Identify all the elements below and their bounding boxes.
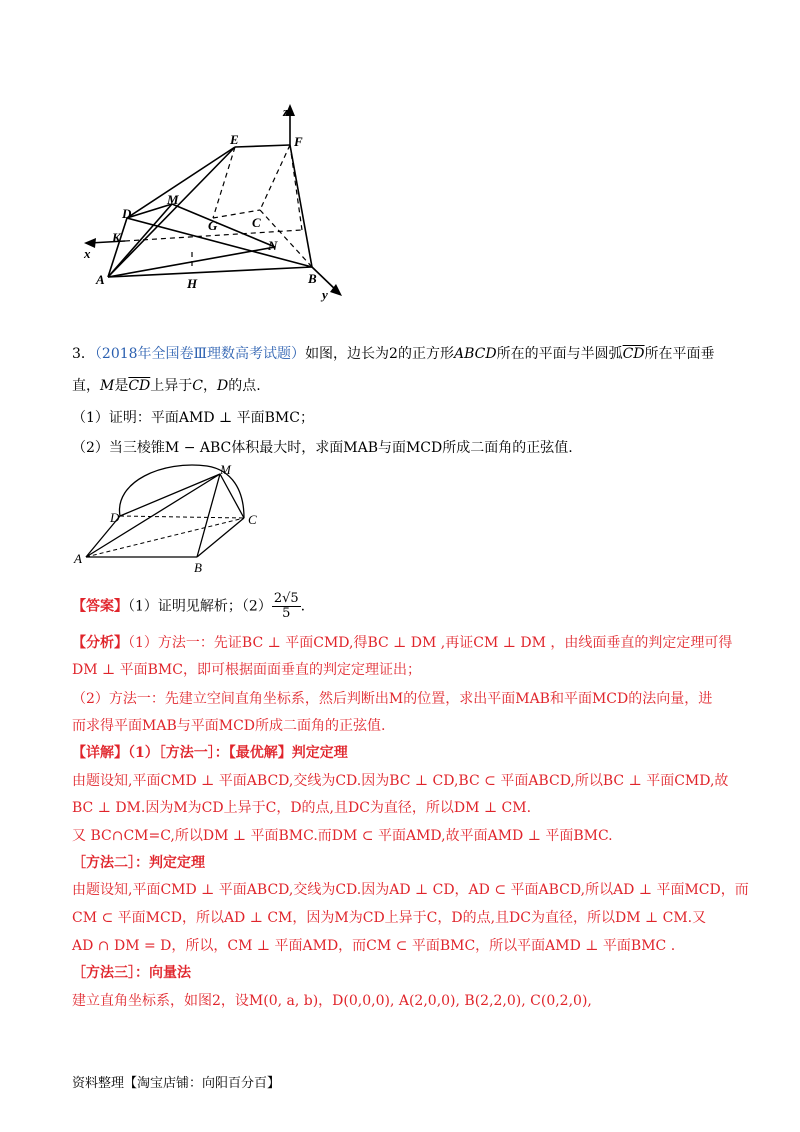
problem-source: （2018年全国卷Ⅲ理数高考试题） [94, 346, 306, 362]
problem-stem-text-g: 的点. [228, 378, 261, 394]
fig1-label-h: H [187, 276, 198, 291]
analysis-line3: （2）方法一：先建立空间直角坐标系，然后判断出M的位置，求出平面MAB和平面MCD的法向量，进 [72, 691, 713, 707]
question-1: （1）证明：平面AMD ⊥ 平面BMC； [72, 410, 314, 426]
answer-fraction [272, 592, 301, 621]
fig1-label-a: A [96, 272, 105, 287]
fig2-label-m: M [220, 462, 231, 477]
problem-stem-line1 [72, 344, 715, 364]
fig1-label-y: y [322, 287, 328, 302]
answer-text: （1）证明见解析；（2） [128, 598, 272, 615]
fig1-label-c: C [252, 215, 261, 230]
detail-tag: 【详解】 [72, 745, 128, 761]
method2-line2: CM ⊂ 平面MCD，所以AD ⊥ CM，因为M为CD上异于C，D的点,且DC为直径，所以DM ⊥ CM.又 [72, 910, 707, 926]
method2-line3: AD ∩ DM = D，所以，CM ⊥ 平面AMD，而CM ⊂ 平面BMC，所以平面AMD ⊥ 平面BMC . [72, 938, 676, 954]
answer-frac-den: 5 [282, 606, 291, 621]
method1-line2: BC ⊥ DM.因为M为CD上异于C，D的点,且DC为直径，所以DM ⊥ CM. [72, 800, 532, 816]
fig2-label-d: D [110, 510, 120, 525]
method3-line1: 建立直角坐标系，如图2，设M(0, a, b)，D(0,0,0), A(2,0,0), B(2,2,0), C(0,2,0), [72, 993, 592, 1009]
problem-stem-text-a: 如图，边长为2的正方形 [305, 346, 454, 362]
analysis-line1 [72, 633, 732, 653]
answer-end: . [300, 598, 306, 615]
analysis-line2: DM ⊥ 平面BMC，即可根据面面垂直的判定定理证出； [72, 662, 421, 678]
method1-line3: 又 BC∩CM=C,所以DM ⊥ 平面BMC.而DM ⊂ 平面AMD,故平面AMD ⊥ 平面BMC. [72, 828, 613, 844]
fig1-label-f: F [294, 134, 303, 149]
fig1-label-m: M [167, 192, 179, 207]
answer-line [72, 592, 305, 621]
fig1-label-k: K [112, 230, 121, 245]
fig1-label-b: B [308, 271, 317, 286]
problem-stem-abcd: ABCD [453, 346, 497, 362]
fig2-label-b: B [194, 560, 202, 575]
fig1-label-x: x [84, 246, 91, 261]
answer-tag: 【答案】 [72, 598, 128, 615]
problem-stem-text-d: 直， [72, 378, 100, 394]
method1-line1: 由题设知,平面CMD ⊥ 平面ABCD,交线为CD.因为BC ⊥ CD,BC ⊂ 平面ABCD,所以BC ⊥ 平面CMD,故 [72, 773, 729, 789]
analysis-text-1: （1）方法一：先证BC ⊥ 平面CMD,得BC ⊥ DM ,再证CM ⊥ DM ，由线面垂直的判定定理可得 [128, 635, 733, 651]
problem-stem-arc-cd: $\overline{CD}$ [622, 346, 645, 362]
fig1-label-z: z [283, 104, 289, 119]
problem-stem-m: M [100, 378, 115, 394]
answer-frac-num: 2√5 [273, 591, 299, 606]
method3-heading: ［方法三］：向量法 [72, 965, 191, 981]
problem-stem-text-c: 所在平面垂 [644, 346, 715, 362]
figure-2-pyramid [72, 460, 262, 580]
problem-stem-d: D [217, 378, 229, 394]
problem-stem-line2: 直，M是$\overline{CD}$上异于C，D的点. [72, 378, 261, 394]
problem-stem-text-f: 上异于 [150, 378, 193, 394]
page-footer: 资料整理【淘宝店铺：向阳百分百】 [72, 1076, 281, 1091]
detail-heading [72, 743, 348, 763]
method2-line1: 由题设知,平面CMD ⊥ 平面ABCD,交线为CD.因为AD ⊥ CD，AD ⊂ 平面ABCD,所以AD ⊥ 平面MCD，而 [72, 882, 749, 898]
analysis-line4: 而求得平面MAB与平面MCD所成二面角的正弦值. [72, 718, 386, 734]
problem-stem-c: C [192, 378, 203, 394]
figure-1-prism [70, 100, 360, 310]
method2-heading: ［方法二］：判定定理 [72, 855, 205, 871]
fig2-label-c: C [248, 512, 257, 527]
fig1-label-g: G [208, 218, 218, 233]
problem-stem-text-e: 是 [114, 378, 129, 394]
problem-number: 3． [72, 346, 95, 362]
method1-heading: （1）［方法一］：【最优解】判定定理 [128, 745, 348, 761]
fig1-label-d: D [122, 206, 132, 221]
analysis-tag: 【分析】 [72, 635, 128, 651]
fig1-label-e: E [230, 132, 239, 147]
fig2-label-a: A [74, 551, 82, 566]
problem-stem-arc-cd-2: $\overline{CD}$ [128, 378, 151, 394]
problem-stem-text-b: 所在的平面与半圆弧 [496, 346, 623, 362]
fig1-label-n: N [268, 238, 278, 253]
question-2: （2）当三棱锥M − ABC体积最大时，求面MAB与面MCD所成二面角的正弦值. [72, 440, 573, 456]
